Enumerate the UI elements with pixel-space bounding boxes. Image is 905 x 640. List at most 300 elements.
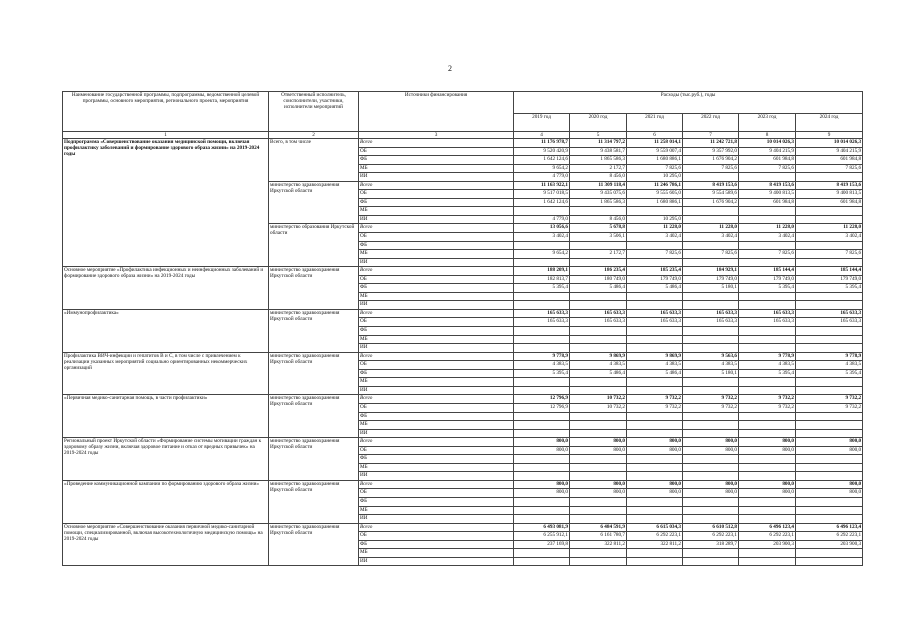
amount-cell: 2 172,7	[570, 250, 627, 259]
amount-cell: 800,0	[627, 438, 683, 447]
amount-cell	[627, 515, 683, 524]
amount-cell	[796, 335, 863, 344]
amount-cell	[570, 506, 627, 515]
amount-cell: 5 180,1	[683, 284, 739, 293]
funding-source: МБ	[359, 335, 514, 344]
funding-source: Всего	[359, 395, 514, 404]
funding-source: Всего	[359, 181, 514, 190]
column-number: 3	[359, 132, 514, 139]
amount-cell	[627, 412, 683, 421]
funding-source: ИИ	[359, 429, 514, 438]
amount-cell	[514, 472, 570, 481]
amount-cell	[796, 215, 863, 224]
amount-cell: 11 314 797,2	[570, 139, 627, 148]
funding-source: ФБ	[359, 327, 514, 336]
funding-source: Всего	[359, 309, 514, 318]
amount-cell	[739, 335, 796, 344]
amount-cell	[796, 327, 863, 336]
amount-cell	[739, 173, 796, 182]
amount-cell: 800,0	[683, 438, 739, 447]
amount-cell	[627, 472, 683, 481]
amount-cell: 165 633,3	[683, 318, 739, 327]
column-number: 1	[63, 132, 269, 139]
amount-cell	[627, 327, 683, 336]
amount-cell: 9 517 018,5	[514, 190, 570, 199]
amount-cell: 1 865 586,3	[570, 198, 627, 207]
amount-cell: 7 825,6	[683, 250, 739, 259]
amount-cell: 4 383,5	[514, 361, 570, 370]
amount-cell: 9 732,2	[739, 403, 796, 412]
amount-cell: 800,0	[627, 489, 683, 498]
funding-source: ФБ	[359, 241, 514, 250]
amount-cell: 1 676 904,2	[683, 198, 739, 207]
funding-source: Всего	[359, 267, 514, 276]
amount-cell: 5 395,4	[514, 284, 570, 293]
amount-cell: 5 395,4	[739, 284, 796, 293]
amount-cell: 322 811,2	[627, 540, 683, 549]
amount-cell	[627, 344, 683, 353]
amount-cell	[514, 344, 570, 353]
program-name: «Иммунопрофилактика»	[63, 309, 269, 352]
amount-cell	[514, 497, 570, 506]
amount-cell: 10 295,0	[627, 215, 683, 224]
amount-cell	[570, 292, 627, 301]
funding-source: ИИ	[359, 301, 514, 310]
amount-cell: 3 402,4	[739, 233, 796, 242]
amount-cell: 10 295,0	[627, 173, 683, 182]
amount-cell	[683, 241, 739, 250]
amount-cell: 9 357 992,0	[683, 147, 739, 156]
amount-cell	[739, 557, 796, 566]
amount-cell	[683, 386, 739, 395]
amount-cell: 800,0	[627, 480, 683, 489]
amount-cell: 179 749,0	[796, 275, 863, 284]
amount-cell: 2 172,7	[570, 164, 627, 173]
funding-source: ИИ	[359, 515, 514, 524]
amount-cell	[627, 506, 683, 515]
amount-cell: 165 633,3	[514, 318, 570, 327]
amount-cell: 1 680 886,1	[627, 156, 683, 165]
funding-source: Всего	[359, 480, 514, 489]
amount-cell: 5 180,1	[683, 369, 739, 378]
amount-cell: 7 825,6	[627, 250, 683, 259]
amount-cell	[796, 429, 863, 438]
amount-cell: 10 732,2	[570, 395, 627, 404]
amount-cell	[683, 506, 739, 515]
amount-cell	[739, 241, 796, 250]
funding-source: ИИ	[359, 386, 514, 395]
amount-cell	[796, 292, 863, 301]
amount-cell: 7 825,6	[739, 164, 796, 173]
amount-cell: 6 292 223,1	[796, 532, 863, 541]
amount-cell	[739, 421, 796, 430]
table-row	[63, 352, 863, 361]
program-name: Подпрограмма «Совершенствование оказания медицинской помощи, включая профилактику заболеваний и формирование здорового образа жизни» на 2019-2024 годы	[63, 139, 269, 267]
amount-cell	[514, 258, 570, 267]
amount-cell: 9 732,2	[739, 395, 796, 404]
amount-cell: 5 486,4	[627, 369, 683, 378]
funding-source: ИИ	[359, 258, 514, 267]
funding-source: ФБ	[359, 455, 514, 464]
amount-cell	[739, 258, 796, 267]
amount-cell: 184 929,1	[683, 267, 739, 276]
amount-cell	[796, 463, 863, 472]
amount-cell: 11 228,0	[796, 224, 863, 233]
funding-source: ФБ	[359, 412, 514, 421]
amount-cell	[627, 241, 683, 250]
amount-cell: 9 400 813,5	[739, 190, 796, 199]
amount-cell	[739, 207, 796, 216]
amount-cell: 601 984,8	[739, 156, 796, 165]
funding-source: ОБ	[359, 446, 514, 455]
amount-cell: 9 732,2	[683, 403, 739, 412]
column-number: 7	[683, 132, 739, 139]
amount-cell: 800,0	[570, 489, 627, 498]
amount-cell	[570, 241, 627, 250]
amount-cell: 188 209,1	[514, 267, 570, 276]
funding-source: ИИ	[359, 557, 514, 566]
amount-cell	[796, 557, 863, 566]
amount-cell: 9 869,9	[570, 352, 627, 361]
column-number: 6	[627, 132, 683, 139]
amount-cell: 9 778,9	[796, 352, 863, 361]
amount-cell: 800,0	[570, 438, 627, 447]
amount-cell: 6 292 223,1	[683, 532, 739, 541]
amount-cell	[570, 412, 627, 421]
executor-name: министерство здравоохранения Иркутской области	[269, 267, 359, 310]
amount-cell	[570, 335, 627, 344]
amount-cell	[796, 378, 863, 387]
amount-cell	[796, 472, 863, 481]
amount-cell	[683, 258, 739, 267]
amount-cell	[683, 549, 739, 558]
amount-cell	[739, 301, 796, 310]
funding-source: МБ	[359, 421, 514, 430]
amount-cell	[683, 292, 739, 301]
amount-cell: 800,0	[514, 480, 570, 489]
amount-cell: 6 255 912,1	[514, 532, 570, 541]
amount-cell: 203 900,3	[796, 540, 863, 549]
amount-cell: 9 438 581,7	[570, 147, 627, 156]
amount-cell	[739, 549, 796, 558]
amount-cell: 6 484 591,9	[570, 523, 627, 532]
amount-cell	[739, 412, 796, 421]
amount-cell	[627, 549, 683, 558]
amount-cell	[796, 301, 863, 310]
amount-cell: 165 633,3	[739, 318, 796, 327]
amount-cell	[627, 429, 683, 438]
amount-cell: 9 435 075,6	[570, 190, 627, 199]
amount-cell: 9 554 589,6	[683, 190, 739, 199]
amount-cell: 12 796,9	[514, 403, 570, 412]
amount-cell: 4 383,5	[739, 361, 796, 370]
amount-cell: 3 402,4	[627, 233, 683, 242]
amount-cell	[570, 515, 627, 524]
amount-cell	[796, 412, 863, 421]
amount-cell: 5 395,4	[796, 369, 863, 378]
amount-cell: 5 395,4	[514, 369, 570, 378]
funding-source: Всего	[359, 224, 514, 233]
amount-cell: 179 749,0	[683, 275, 739, 284]
amount-cell: 9 778,9	[514, 352, 570, 361]
amount-cell	[570, 557, 627, 566]
amount-cell: 9 559 007,4	[627, 147, 683, 156]
amount-cell	[627, 335, 683, 344]
amount-cell	[796, 421, 863, 430]
amount-cell	[739, 506, 796, 515]
amount-cell: 5 678,8	[570, 224, 627, 233]
amount-cell: 9 732,2	[627, 395, 683, 404]
amount-cell	[514, 301, 570, 310]
amount-cell	[627, 455, 683, 464]
funding-source: МБ	[359, 549, 514, 558]
amount-cell: 6 493 081,9	[514, 523, 570, 532]
amount-cell: 10 732,2	[570, 403, 627, 412]
amount-cell: 9 400 813,5	[796, 190, 863, 199]
amount-cell: 11 176 978,7	[514, 139, 570, 148]
amount-cell	[683, 344, 739, 353]
amount-cell: 9 732,2	[796, 403, 863, 412]
amount-cell	[683, 335, 739, 344]
amount-cell	[739, 215, 796, 224]
amount-cell: 5 486,4	[570, 369, 627, 378]
funding-source: ИИ	[359, 215, 514, 224]
funding-source: ФБ	[359, 284, 514, 293]
amount-cell	[570, 207, 627, 216]
amount-cell	[627, 258, 683, 267]
amount-cell	[739, 378, 796, 387]
column-number: 8	[739, 132, 796, 139]
amount-cell	[627, 301, 683, 310]
amount-cell: 3 402,4	[683, 233, 739, 242]
amount-cell: 11 258 014,1	[627, 139, 683, 148]
amount-cell: 800,0	[796, 480, 863, 489]
amount-cell: 3 402,4	[514, 233, 570, 242]
amount-cell: 165 633,3	[627, 318, 683, 327]
amount-cell	[739, 292, 796, 301]
funding-source: Всего	[359, 139, 514, 148]
funding-source: ОБ	[359, 403, 514, 412]
amount-cell: 185 144,4	[796, 267, 863, 276]
amount-cell: 165 633,3	[796, 309, 863, 318]
funding-source: ИИ	[359, 344, 514, 353]
amount-cell: 9 732,2	[627, 403, 683, 412]
amount-cell	[683, 327, 739, 336]
amount-cell	[570, 386, 627, 395]
amount-cell: 601 984,8	[796, 156, 863, 165]
amount-cell: 9 732,2	[683, 395, 739, 404]
funding-source: ФБ	[359, 156, 514, 165]
amount-cell	[514, 549, 570, 558]
amount-cell: 180 749,0	[570, 275, 627, 284]
column-number: 5	[570, 132, 627, 139]
year-header: 2019 год	[514, 114, 570, 132]
amount-cell: 8 419 153,6	[739, 181, 796, 190]
funding-source: ФБ	[359, 198, 514, 207]
amount-cell: 7 825,6	[796, 250, 863, 259]
amount-cell: 6 292 223,1	[739, 532, 796, 541]
amount-cell	[627, 207, 683, 216]
funding-source: ОБ	[359, 361, 514, 370]
amount-cell: 6 615 034,3	[627, 523, 683, 532]
amount-cell	[683, 557, 739, 566]
funding-source: МБ	[359, 292, 514, 301]
amount-cell	[514, 429, 570, 438]
amount-cell	[570, 378, 627, 387]
amount-cell	[683, 455, 739, 464]
amount-cell	[739, 344, 796, 353]
amount-cell	[627, 292, 683, 301]
amount-cell	[514, 335, 570, 344]
amount-cell: 800,0	[514, 446, 570, 455]
program-name: Основное мероприятие «Совершенствование оказания первичной медико-санитарной помощи, специализированной, включая высокотехнологичную медицинскую помощь» на 2019-2024 годы	[63, 523, 269, 566]
amount-cell: 9 869,9	[627, 352, 683, 361]
amount-cell	[570, 429, 627, 438]
executor-name: министерство здравоохранения Иркутской области	[269, 523, 359, 566]
amount-cell: 10 014 026,3	[796, 139, 863, 148]
header-executor: Ответственный исполнитель, соисполнители, участники, исполнители мероприятий	[269, 92, 359, 132]
amount-cell: 1 642 124,6	[514, 198, 570, 207]
amount-cell	[683, 515, 739, 524]
amount-cell: 11 228,0	[627, 224, 683, 233]
amount-cell: 165 633,3	[739, 309, 796, 318]
amount-cell: 4 383,5	[627, 361, 683, 370]
amount-cell: 601 984,8	[796, 198, 863, 207]
amount-cell: 165 633,3	[683, 309, 739, 318]
amount-cell	[514, 241, 570, 250]
amount-cell	[514, 455, 570, 464]
amount-cell: 8 456,0	[570, 173, 627, 182]
amount-cell	[739, 463, 796, 472]
amount-cell: 9 654,2	[514, 250, 570, 259]
amount-cell	[514, 207, 570, 216]
amount-cell	[683, 472, 739, 481]
amount-cell: 5 395,4	[796, 284, 863, 293]
amount-cell	[570, 463, 627, 472]
amount-cell	[683, 412, 739, 421]
amount-cell: 182 813,7	[514, 275, 570, 284]
executor-name: министерство здравоохранения Иркутской области	[269, 181, 359, 224]
funding-source: МБ	[359, 506, 514, 515]
amount-cell: 800,0	[739, 438, 796, 447]
amount-cell: 12 796,9	[514, 395, 570, 404]
amount-cell: 11 242 721,8	[683, 139, 739, 148]
amount-cell	[627, 463, 683, 472]
amount-cell	[739, 386, 796, 395]
funding-source: Всего	[359, 352, 514, 361]
amount-cell	[570, 327, 627, 336]
amount-cell: 9 732,2	[796, 395, 863, 404]
amount-cell: 6 161 780,7	[570, 532, 627, 541]
amount-cell: 13 056,6	[514, 224, 570, 233]
amount-cell	[683, 463, 739, 472]
funding-source: МБ	[359, 250, 514, 259]
amount-cell: 11 228,0	[739, 224, 796, 233]
amount-cell: 237 169,8	[514, 540, 570, 549]
amount-cell	[683, 173, 739, 182]
amount-cell: 7 825,6	[627, 164, 683, 173]
amount-cell	[627, 421, 683, 430]
funding-source: ОБ	[359, 318, 514, 327]
amount-cell	[570, 549, 627, 558]
amount-cell	[514, 557, 570, 566]
amount-cell	[739, 515, 796, 524]
amount-cell	[796, 344, 863, 353]
amount-cell	[627, 378, 683, 387]
amount-cell: 9 404 215,9	[739, 147, 796, 156]
header-source: Источники финансирования	[359, 92, 514, 132]
amount-cell	[683, 421, 739, 430]
header-program: Наименование государственной программы, подпрограммы, ведомственной целевой программы, основного мероприятия, регионального проекта, мероприятия	[63, 92, 269, 132]
amount-cell	[796, 173, 863, 182]
amount-cell: 11 228,0	[683, 224, 739, 233]
amount-cell: 165 633,3	[627, 309, 683, 318]
program-name: Профилактика ВИЧ-инфекции и гепатитов В и С, в том числе с привлечением к реализации указанных мероприятий социально ориентированных некоммерческих организаций	[63, 352, 269, 395]
amount-cell	[796, 549, 863, 558]
executor-name: министерство здравоохранения Иркутской области	[269, 309, 359, 352]
amount-cell: 4 383,5	[683, 361, 739, 370]
amount-cell	[570, 472, 627, 481]
funding-source: ИИ	[359, 472, 514, 481]
amount-cell	[570, 421, 627, 430]
amount-cell: 5 486,4	[570, 284, 627, 293]
column-number: 2	[269, 132, 359, 139]
funding-source: МБ	[359, 463, 514, 472]
amount-cell: 3 506,1	[570, 233, 627, 242]
amount-cell	[627, 557, 683, 566]
amount-cell	[683, 497, 739, 506]
amount-cell	[570, 301, 627, 310]
amount-cell: 6 610 512,8	[683, 523, 739, 532]
amount-cell: 11 309 118,4	[570, 181, 627, 190]
amount-cell: 800,0	[570, 446, 627, 455]
amount-cell	[683, 215, 739, 224]
amount-cell	[683, 378, 739, 387]
year-header: 2020 год	[570, 114, 627, 132]
budget-table	[62, 91, 863, 566]
amount-cell	[796, 207, 863, 216]
table-row	[63, 139, 863, 148]
amount-cell	[796, 241, 863, 250]
amount-cell	[739, 327, 796, 336]
amount-cell	[514, 327, 570, 336]
table-row	[63, 480, 863, 489]
amount-cell	[739, 429, 796, 438]
amount-cell	[570, 455, 627, 464]
amount-cell	[514, 292, 570, 301]
amount-cell: 9 563,6	[683, 352, 739, 361]
executor-name: министерство здравоохранения Иркутской области	[269, 480, 359, 523]
amount-cell: 11 163 922,1	[514, 181, 570, 190]
funding-source: МБ	[359, 207, 514, 216]
amount-cell	[570, 344, 627, 353]
table-row	[63, 309, 863, 318]
amount-cell	[514, 463, 570, 472]
funding-source: ОБ	[359, 532, 514, 541]
year-header: 2022 год	[683, 114, 739, 132]
amount-cell: 185 144,4	[739, 267, 796, 276]
column-number: 4	[514, 132, 570, 139]
table-row	[63, 395, 863, 404]
funding-source: МБ	[359, 378, 514, 387]
amount-cell: 9 778,9	[739, 352, 796, 361]
funding-source: ФБ	[359, 369, 514, 378]
amount-cell: 601 984,8	[739, 198, 796, 207]
amount-cell	[796, 258, 863, 267]
executor-name: Всего, в том числе	[269, 139, 359, 182]
amount-cell	[739, 497, 796, 506]
amount-cell: 800,0	[514, 438, 570, 447]
